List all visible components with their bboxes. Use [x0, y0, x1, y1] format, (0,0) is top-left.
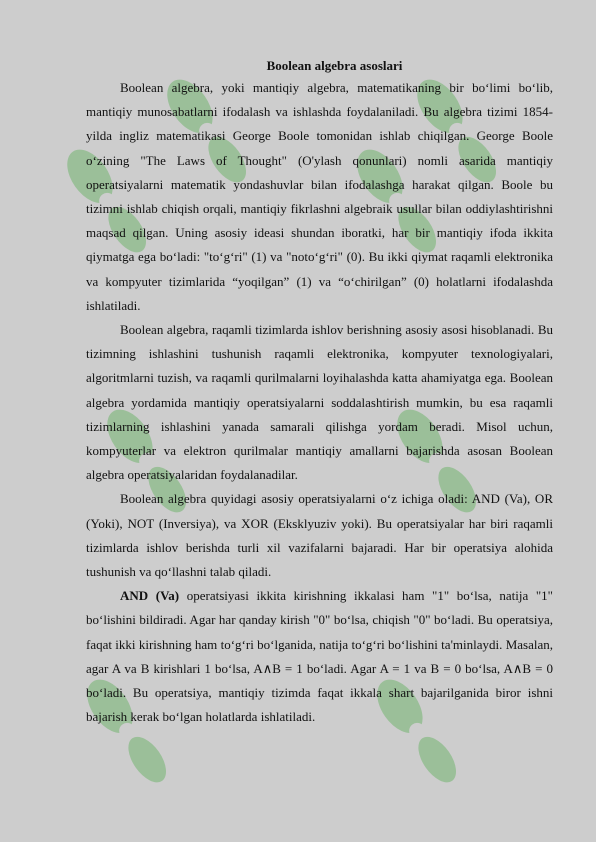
paragraph-and-operation	[86, 584, 553, 729]
document-title: Boolean algebra asoslari	[266, 58, 403, 73]
paragraph-importance	[86, 318, 553, 487]
term-and: AND (Va)	[120, 588, 180, 604]
paragraph-text: Boolean algebra, raqamli tizimlarda ishlov berishning asosiy asosi hisoblanadi. Bu tizimning ishlashini tushunish raqamli elektronika, kompyuter texnologiyalari, algoritmlarni tuzish, va raqamli qurilmalarni loyihalashda katta ahamiyatga ega. Boolean algebra yordamida mantiqiy operatsiyalarni soddalashtirish mumkin, bu esa raqamli tizimlarning ishlashini yanada samarali qilishga yordam beradi. Misol uchun, kompyuterlar va elektron qurilmalar mantiqiy amallarni bajarishda asosan Boolean algebra operatsiyalaridan foydalanadilar.	[86, 322, 553, 483]
paragraph-text: Boolean algebra quyidagi asosiy operatsiyalarni o‘z ichiga oladi: AND (Va), OR (Yoki), NOT (Inversiya), va XOR (Eksklyuziv yoki). Bu operatsiyalar har biri raqamli tizimlarda ishlov berishda turli xil vazifalarni bajaradi. Har bir operatsiya alohida tushunish va qo‘llashni talab qiladi.	[86, 491, 553, 580]
document-body	[86, 56, 553, 729]
paragraph-text: operatsiyasi ikkita kirishning ikkalasi ham "1" bo‘lsa, natija "1" bo‘lishini bildiradi. Agar har qanday kirish "0" bo‘lsa, chiqish "0" bo‘ladi. Bu operatsiya, faqat ikki kirishning ham to‘g‘ri bo‘lganida, natija to‘g‘ri bo‘lishini ta'minlaydi. Masalan, agar A va B kirishlari 1 bo‘lsa, A∧B = 1 bo‘ladi. Agar A = 1 va B = 0 bo‘lsa, A∧B = 0 bo‘ladi. Bu operatsiya, mantiqiy tizimda faqat ikkala shart bajarilganida biror ishni bajarish kerak bo‘lgan holatlarda ishlatiladi.	[86, 588, 553, 725]
paragraph-text: Boolean algebra, yoki mantiqiy algebra, matematikaning bir bo‘limi bo‘lib, mantiqiy munosabatlarni ifodalash va ishlashda foydalaniladi. Bu algebra tizimi 1854-yilda ingliz matematikasi George Boole tomonidan ishlab chiqilgan. George Boole o‘zining "The Laws of Thought" (O'ylash qonunlari) nomli asarida mantiqiy operatsiyalarni matematik yondashuvlar bilan ifodalashga harakat qilgan. Boole bu tizimni ishlab chiqish orqali, mantiqiy fikrlashni algebraik usullar bilan oddiylashtirishni maqsad qilgan. Uning asosiy ideasi shundan iboratki, har bir mantiqiy ifoda ikkita qiymatga ega bo‘ladi: "to‘g‘ri" (1) va "noto‘g‘ri" (0). Bu ikki qiymat raqamli elektronika va kompyuter tizimlarida “yoqilgan” (1) va “o‘chirilgan” (0) holatlarni ifodalashda ishlatiladi.	[86, 80, 553, 313]
paragraph-intro	[86, 76, 553, 318]
paragraph-operations	[86, 487, 553, 584]
